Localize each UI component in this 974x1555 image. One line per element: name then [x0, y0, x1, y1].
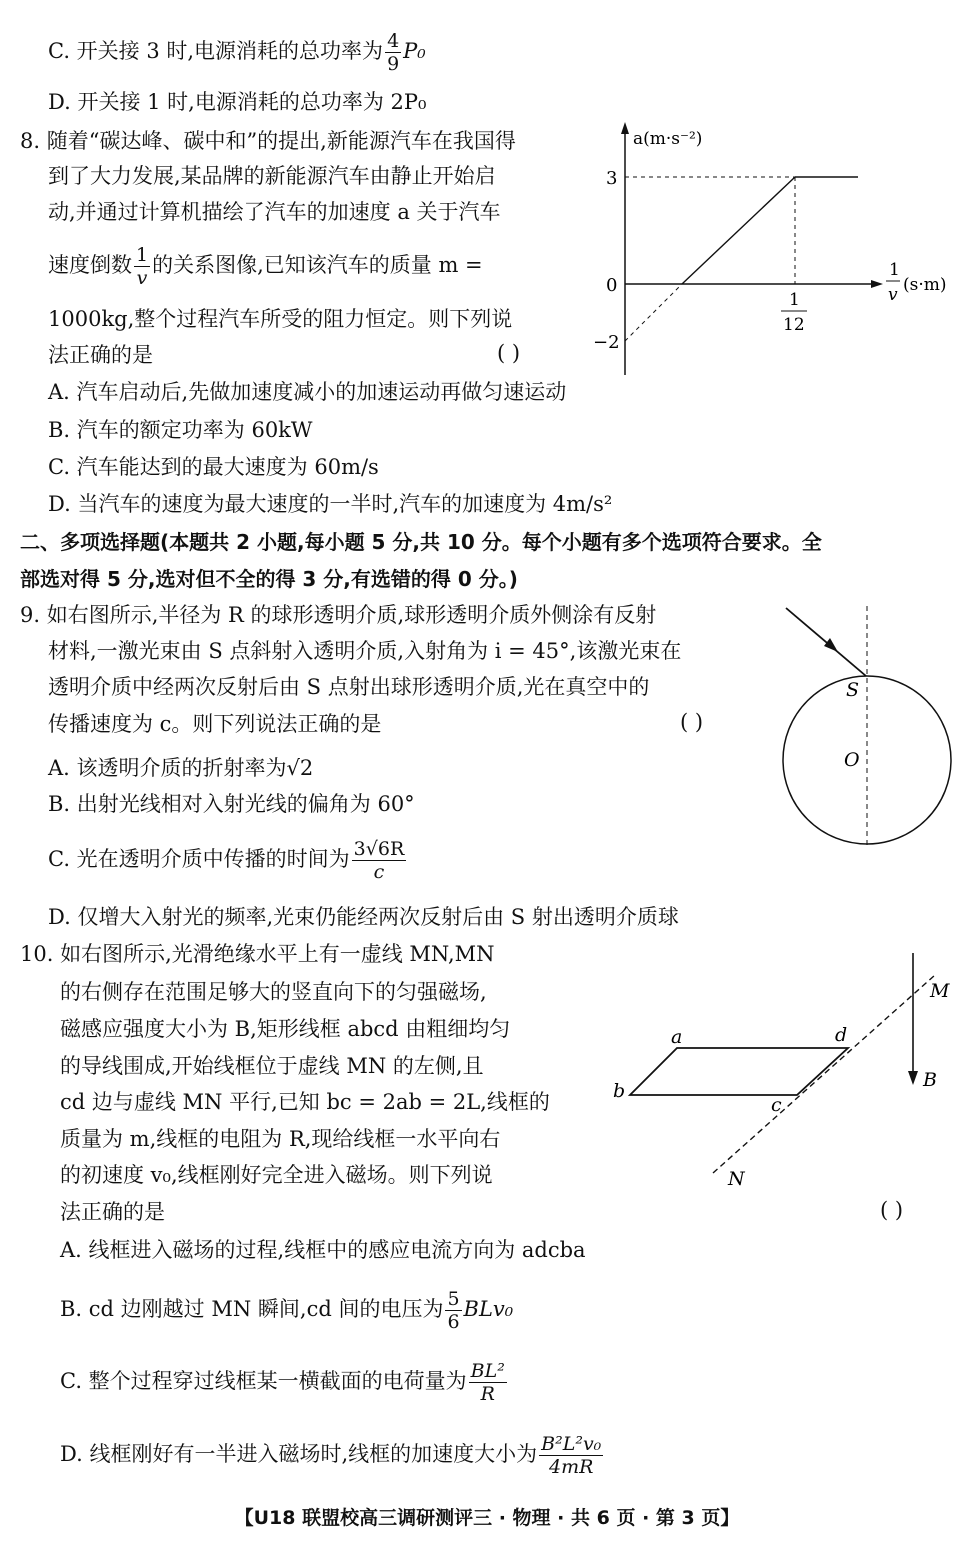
q8-acceleration-graph: [585, 120, 965, 380]
q8-line-4-b: 的关系图像,已知该汽车的质量 m =: [152, 253, 483, 277]
x-axis-label: (s·m): [903, 275, 947, 295]
boundary-mn-dashed: [713, 975, 935, 1173]
q7-option-c-tail: P₀: [403, 39, 426, 63]
q8-option-d: D. 当汽车的速度为最大速度的一半时,汽车的加速度为 4m/s²: [48, 492, 613, 516]
q7-option-c-text: C. 开关接 3 时,电源消耗的总功率为: [48, 39, 384, 63]
q9-line-3: 透明介质中经两次反射后由 S 点射出球形透明介质,光在真空中的: [48, 675, 650, 699]
fraction-denominator: 9: [387, 53, 400, 75]
label-c: c: [771, 1094, 782, 1116]
q8-option-a: A. 汽车启动后,先做加速度减小的加速运动再做匀速运动: [48, 380, 567, 404]
q8-line-6: 法正确的是: [48, 343, 153, 367]
q10-option-b-tail: BLv₀: [463, 1297, 514, 1321]
q9-option-c-fraction: [352, 838, 407, 883]
tick-origin: 0: [606, 275, 618, 296]
q8-line-4: [48, 244, 483, 289]
x-label-numerator: 1: [889, 260, 900, 280]
q8-option-b: B. 汽车的额定功率为 60kW: [48, 418, 313, 442]
solid-slope-line: [682, 177, 795, 284]
fraction-numerator: BL²: [470, 1360, 505, 1382]
fraction-denominator: 4mR: [549, 1456, 594, 1478]
fraction-denominator: R: [480, 1383, 495, 1405]
label-field-b: B: [923, 1069, 937, 1091]
q10-option-d-text: D. 线框刚好有一半进入磁场时,线框的加速度大小为: [60, 1442, 538, 1466]
incident-ray-arrow: [824, 638, 838, 652]
fraction-denominator: 6: [447, 1311, 460, 1333]
q10-option-b-fraction: [445, 1288, 461, 1333]
fraction-numerator: B²L²v₀: [541, 1433, 602, 1455]
tick-y-minus-2: −2: [593, 332, 620, 353]
label-n: N: [728, 1168, 745, 1190]
dashed-slope-extension: [625, 284, 682, 341]
tick-y-3: 3: [606, 168, 618, 189]
q10-line-6: 质量为 m,线框的电阻为 R,现给线框一水平向右: [60, 1127, 501, 1151]
q8-line-2: 到了大力发展,某品牌的新能源汽车由静止开始启: [48, 164, 496, 188]
q10-answer-paren: ( ): [880, 1198, 904, 1222]
q8-line-5: 1000kg,整个过程汽车所受的阻力恒定。则下列说: [48, 307, 513, 331]
q9-sphere-figure: [780, 600, 960, 855]
q10-option-b: [60, 1288, 513, 1333]
tick-x-numerator: 1: [789, 290, 800, 310]
q9-line-2: 材料,一激光束由 S 点斜射入透明介质,入射角为 i = 45°,该激光束在: [48, 639, 682, 663]
q9-option-c-text: C. 光在透明介质中传播的时间为: [48, 847, 350, 871]
fraction-numerator: 5: [447, 1288, 460, 1310]
fraction-denominator: c: [373, 861, 385, 883]
label-m: M: [930, 980, 950, 1002]
fraction-numerator: 4: [387, 30, 400, 52]
q10-option-d-fraction: [539, 1433, 603, 1478]
y-axis-arrow: [621, 122, 629, 134]
fraction-denominator: v: [136, 267, 148, 289]
q9-option-a: A. 该透明介质的折射率为√2: [48, 756, 314, 780]
q10-line-3: 磁感应强度大小为 B,矩形线框 abcd 由粗细均匀: [60, 1017, 511, 1041]
label-a: a: [671, 1026, 683, 1048]
incident-ray: [786, 608, 866, 676]
q9-line-4: 传播速度为 c。则下列说法正确的是: [48, 712, 382, 736]
fraction-numerator: 1: [136, 244, 149, 266]
q10-line-7: 的初速度 v₀,线框刚好完全进入磁场。则下列说: [60, 1163, 493, 1187]
q8-inv-v-fraction: [134, 244, 150, 289]
q7-option-c-fraction: [385, 30, 401, 75]
q10-option-c-fraction: [469, 1360, 507, 1405]
q10-frame-figure: [605, 945, 965, 1195]
q8-option-c: C. 汽车能达到的最大速度为 60m/s: [48, 455, 379, 479]
q8-line-3: 动,并通过计算机描绘了汽车的加速度 a 关于汽车: [48, 200, 501, 224]
q10-line-5: cd 边与虚线 MN 平行,已知 bc = 2ab = 2L,线框的: [60, 1090, 550, 1114]
rectangular-frame: [630, 1048, 848, 1095]
label-o: O: [844, 749, 860, 771]
q7-option-d: D. 开关接 1 时,电源消耗的总功率为 2P₀: [48, 90, 427, 114]
q9-answer-paren: ( ): [680, 710, 704, 734]
field-b-arrow: [908, 1071, 918, 1085]
label-s: S: [846, 679, 860, 701]
page-footer: 【U18 联盟校高三调研测评三 · 物理 · 共 6 页 · 第 3 页】: [234, 1507, 740, 1529]
q10-line-2: 的右侧存在范围足够大的竖直向下的匀强磁场,: [60, 980, 487, 1004]
q9-line-1: 9. 如右图所示,半径为 R 的球形透明介质,球形透明介质外侧涂有反射: [20, 603, 657, 627]
label-d: d: [835, 1024, 848, 1046]
q10-option-c: [60, 1360, 509, 1405]
q10-option-c-text: C. 整个过程穿过线框某一横截面的电荷量为: [60, 1369, 467, 1393]
q10-line-8: 法正确的是: [60, 1200, 165, 1224]
q8-answer-paren: ( ): [497, 341, 521, 365]
x-label-denominator: v: [888, 285, 898, 305]
q10-line-1: 10. 如右图所示,光滑绝缘水平上有一虚线 MN,MN: [20, 942, 495, 966]
q10-line-4: 的导线围成,开始线框位于虚线 MN 的左侧,且: [60, 1054, 484, 1078]
q10-option-d: [60, 1433, 605, 1478]
q9-option-c: [48, 838, 408, 883]
q9-option-b: B. 出射光线相对入射光线的偏角为 60°: [48, 792, 415, 816]
q8-line-1: 8. 随着“碳达峰、碳中和”的提出,新能源汽车在我国得: [20, 129, 516, 153]
label-b: b: [613, 1080, 626, 1102]
q8-line-4-a: 速度倒数: [48, 253, 132, 277]
x-axis-arrow: [871, 280, 883, 288]
fraction-numerator: 3√6R: [353, 838, 405, 860]
q7-option-c: [48, 30, 426, 75]
q10-option-a: A. 线框进入磁场的过程,线框中的感应电流方向为 adcba: [60, 1238, 586, 1262]
section2-heading-line2: 部选对得 5 分,选对但不全的得 3 分,有选错的得 0 分。): [20, 567, 518, 591]
q9-option-d: D. 仅增大入射光的频率,光束仍能经两次反射后由 S 射出透明介质球: [48, 905, 679, 929]
y-axis-label: a(m·s⁻²): [633, 129, 703, 149]
q10-option-b-text: B. cd 边刚越过 MN 瞬间,cd 间的电压为: [60, 1297, 444, 1321]
section2-heading-line1: 二、多项选择题(本题共 2 小题,每小题 5 分,共 10 分。每个小题有多个选项符合要求。全: [20, 530, 822, 554]
tick-x-denominator: 12: [783, 315, 805, 335]
